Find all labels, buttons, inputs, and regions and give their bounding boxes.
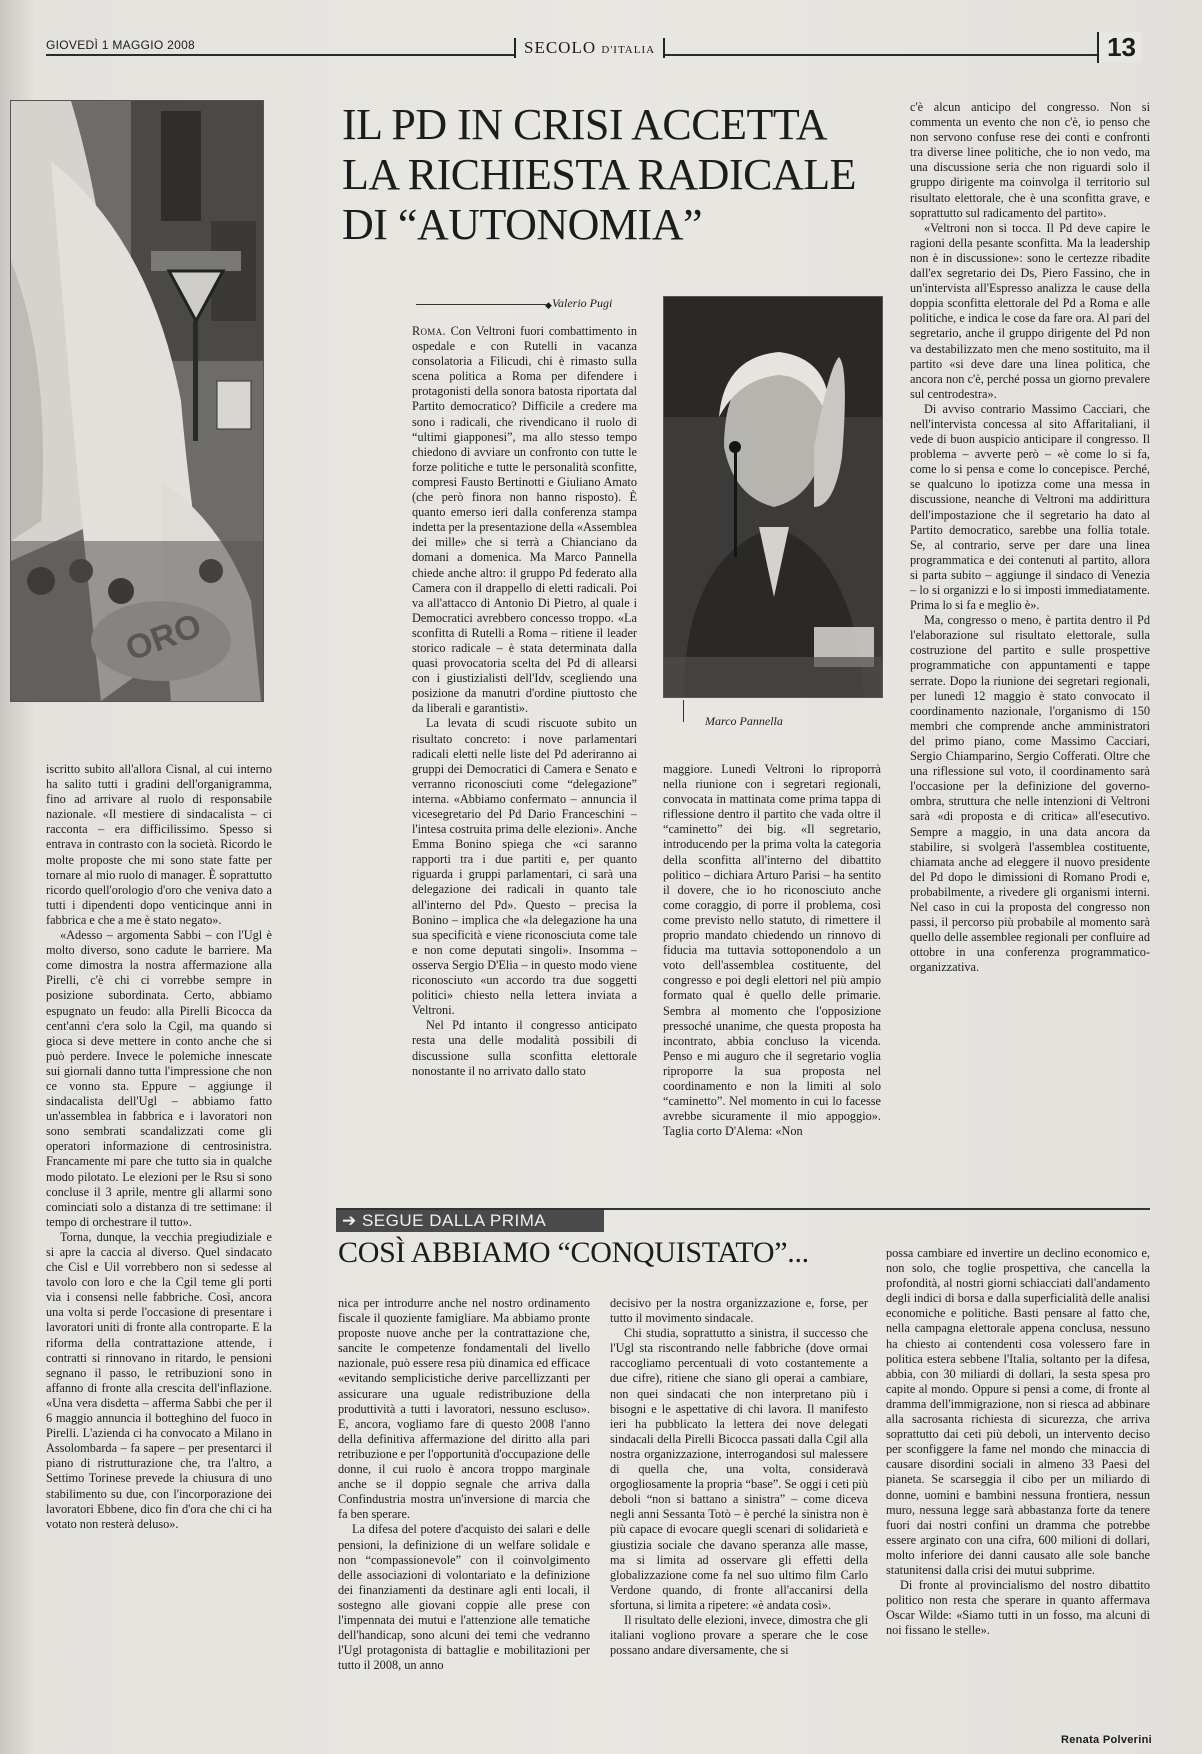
article-paragraph: possa cambiare ed invertire un declino economico e, non solo, che toglie prospettiva, che cancella la profondità, al nostri giorni schiacciati dall'andamento degli indici di borsa e dalla superficialità delle analisi economiche e politiche. Basti pensare al fatto che, nella campagna elettorale appena conclusa, nessuno ha chiesto ai contendenti cosa volessero fare in politica estera sebbene l'Italia, soltanto per la difesa, abbia, con 30 miliardi di dollari, la sesta spesa pro capite al mondo. Oppure si pensi a come, di fronte al dramma dell'immigrazione, non si riesca ad abbinare alla sacrosanta richiesta di sicurezza, che arriva soprattutto dai ceti più deboli, un intervento deciso per sconfiggere la fame nel mondo che minaccia di causare disordini sociali in almeno 33 Paesi del pianeta. Se scarseggia il cibo per un miliardo di donne, uomini e bambini nessuna frontiera, nessun muro, nessuna legge sarà abbastanza forte da tenere fuori dai nostri confini un dramma che potrebbe essere arginato con una cifra, 600 milioni di dollari, molto inferiore dei danni causato alle sole banche statunitensi dalla crisi dei mutui subprime. bbox=[886, 1246, 1150, 1577]
article2-column-2 bbox=[610, 1296, 868, 1736]
rally-photo bbox=[10, 100, 264, 702]
article-paragraph: Torna, dunque, la vecchia pregiudiziale e si apre la caccia al diverso. Quel sindacato che Cisl e Uil vorrebbero non si sedesse al tavolo con loro e che la Cgil teme gli porti via i consensi nelle fabbriche. Così, ancora una volta si perde l'occasione di presentare i lavoratori uniti di fronte alla controparte. E la riforma della contrattazione attende, i contratti si rinnovano in ritardo, le pensioni segnano il passo, le retribuzioni sono in affanno di fronte alla crescita dell'inflazione. «Una vera disdetta – afferma Sabbi che per il 6 maggio annuncia il botteghino del fuoco in Pirelli. L'azienda ci ha convocato a Milano in Assolombarda – fa sapere – per presentarci il piano di ristrutturazione che, tra l'altro, a Settimo Torinese prevede la chiusura di uno stabilimento su due, con l'incorporazione dei lavoratori Ebbene, dico fin d'ora che chi ci ha votato non resterà deluso». bbox=[46, 1229, 272, 1531]
page-number: 13 bbox=[1097, 32, 1142, 63]
article-paragraph: «Adesso – argomenta Sabbi – con l'Ugl è molto diverso, sono cadute le barriere. Ma come dimostra la nostra affermazione alla Pirelli, c'è chi ci vorrebbe sempre in posizione subordinata. Certo, abbiamo espugnato un feudo: alla Pirelli Bicocca da cent'anni c'era solo la Cgil, ma quando si gioca si deve mettere in conto anche che si può perdere. Invece le polemiche innescate sui giornali danno tutta l'impressione che non ce vonno sta. Eppure – aggiunge il sindacalista dell'Ugl – abbiamo fatto un'assemblea in fabbrica e i lavoratori non sono sembrati scandalizzati come gli operatori informazione di centrosinistra. Francamente mi pare che tutto sia in qualche modo pilotato. Le elezioni per le Rsu si sono concluse il 3 aprile, mentre gli allarmi sono cominciati solo a distanza di tre settimane: il tempo di orchestrare il tutto». bbox=[46, 928, 272, 1229]
photo-caption: Marco Pannella bbox=[705, 714, 783, 728]
byline: Valerio Pugi bbox=[552, 296, 613, 310]
masthead-suffix: D'ITALIA bbox=[601, 44, 656, 56]
byline-rule bbox=[416, 304, 546, 305]
page-header bbox=[46, 34, 1142, 74]
article-column-2 bbox=[663, 762, 881, 1206]
article-paragraph: c'è alcun anticipo del congresso. Non si commenta un evento che non c'è, io penso che non servono confuse rese dei conti e confronti tra diverse linee politiche, che io non vedo, ma una discussione seria che non riguardi solo il gruppo dirigente ma coinvolga il territorio sul risultato elettorale, che è una sconfitta grave, e soprattutto sul radicamento del partito». bbox=[910, 100, 1150, 220]
article-paragraph: iscritto subito all'allora Cisnal, al cui interno ha salito tutti i gradini dell'organigramma, fino ad arrivare al ruolo di responsabile nazionale. «Il mestiere di sindacalista – ci racconta – era difficilissimo. Spesso si entrava in contrasto con la società. Ricordo le molte proposte che mi sono state fatte per tornare al mio ruolo di manager. È soprattutto ricordo quell'orologio d'oro che veniva dato a tutti i dipendenti dopo venticinque anni in fabbrica e che a me è stato negato». bbox=[46, 762, 272, 927]
article-column-1 bbox=[412, 324, 637, 1206]
author-signature: Renata Polverini bbox=[1061, 1734, 1152, 1746]
article2-column-3 bbox=[886, 1246, 1150, 1732]
issue-date: GIOVEDÌ 1 MAGGIO 2008 bbox=[46, 38, 196, 52]
article-paragraph: Chi studia, soprattutto a sinistra, il successo che l'Ugl sta riscontrando nelle fabbriche (dove ormai raccogliamo percentuali di voto costantemente a due cifre), ritiene che siano gli operai a cambiare, non quei sindacati che non interpretano più i bisogni e le aspettative di chi lavora. Il manifesto ieri ha pubblicato la lettera dei nove delegati sindacali della Pirelli Bicocca passati dalla Cgil alla nostra organizzazione, interrogandosi sul malessere di quella che, una volta, consideravà orgogliosamente la propria “base”. Se oggi i ceti più deboli “non si battano a sinistra” – come diceva negli anni Sessanta Totò – è perché la sinistra non è più capace di evocare quegli scenari di solidarietà e giustizia sociale che davano speranza alle masse, ma si limita ad osservare gli effetti della globalizzazione come fa nel suo ultimo film Carlo Verdone quando, di fronte all'accanirsi della sfortuna, si limita a ripetere: «è andata così». bbox=[610, 1326, 868, 1612]
article-column-3 bbox=[910, 100, 1150, 1206]
article-paragraph: Roma. Con Veltroni fuori combattimento in ospedale e con Rutelli in vacanza consolatoria a Filicudi, chi è rimasto sulla scena politica a Roma per difendere i protagonisti della sonora batosta riportata dal Partito democratico? Difficile a credere ma sono i radicali, che rivendicano il ruolo di “ultimi giapponesi”, ma allo stesso tempo chiedono di avviare un confronto con tutte le forze politiche e tutte le personalità sconfitte, compresi Fausto Bertinotti e Giuliano Amato (che però finora non hanno risposto). È quanto emerso ieri dalla conferenza stampa indetta per la presentazione della «Assemblea dei mille» che si terrà a Chianciano da domani a domenica. Ma Marco Pannella chiede anche altro: il gruppo Pd federato alla Camera con il drappello di eletti radicali. Poi va all'attacco di Antonio Di Pietro, al quale i Democratici avrebbero concesso troppo. «La sconfitta di Rutelli a Roma – ritiene il leader storico radicale – è stata determinata dalla quasi provocatoria scelta del Pd di allearsi con i giustizialisti dell'Idv, scegliendo una posizione da manutri d'ordine piuttosto che da liberali e garantisti». bbox=[412, 324, 637, 716]
article-paragraph: nica per introdurre anche nel nostro ordinamento fiscale il quoziente famigliare. Ma abbiamo pronte proposte nuove anche per la contrattazione che, sancite le competenze fondamentali del livello nazionale, può essere resa più dinamica ed efficace «evitando semplicistiche derive parcellizzanti per assicurare una uguale redistribuzione della produttività a tutti i lavoratori, nessuno escluso». E, ancora, vogliamo fare di questo 2008 l'anno della definitiva affermazione del diritto alla pari retribuzione e per l'opportunità d'occupazione delle donne, il cui ruolo è ancora troppo marginale anche se il doppio segnale che arriva dalla Confindustria mostra un'inversione di marcia che fa ben sperare. bbox=[338, 1296, 590, 1522]
article-paragraph: La difesa del potere d'acquisto dei salari e delle pensioni, la definizione di un welfare solidale e non “compassionevole” con il coinvolgimento delle associazioni di volontariato e la definizione dei finanziamenti da destinare agli enti locali, il sostegno alle giovani coppie alle prese con l'impennata dei mutui e l'attenzione alle tematiche dell'handicap, sono alcuni dei temi che vedranno l'Ugl protagonista di battaglie e mobilitazioni per tutto il 2008, un anno bbox=[338, 1522, 590, 1673]
article-headline: IL PD IN CRISI ACCETTA LA RICHIESTA RADICALE DI “AUTONOMIA” bbox=[342, 100, 856, 249]
article-paragraph: maggiore. Lunedì Veltroni lo riproporrà nella riunione con i segretari regionali, convocata in mattinata come prima tappa di riflessione dentro il partito che vada oltre il “caminetto” dei big. «Il segretario, introducendo per la prima volta la categoria della sconfitta all'interno del dibattito politico – dichiara Arturo Parisi – ha sentito il dovere, che io ho riconosciuto anche come coraggio, di porre il problema, così come previsto nello statuto, di rimettere il proprio mandato chiedendo un rinnovo di fiducia ma tuttavia sottoponendolo a un voto dell'assemblea costituente, del congresso e poi degli elettori nel più ampio formato qual è quello delle primarie. Sembra al momento che l'opposizione pressoché unanime, che questa proposta ha incontrato, abbia concluso la vicenda. Penso e mi auguro che il segretario voglia riproporre la sua proposta nel coordinamento e non la limiti al solo “caminetto”. Nel momento in cui lo facesse avrebbe sicuramente il mio appoggio». Tagliа corto D'Alema: «Non bbox=[663, 762, 881, 1139]
dateline: Roma. bbox=[412, 324, 446, 338]
section-kicker: ➔ SEGUE DALLA PRIMA bbox=[336, 1210, 604, 1232]
byline-diamond-icon: ◆ bbox=[545, 300, 552, 310]
article-paragraph: Ma, congresso o meno, è partita dentro il Pd l'elaborazione sul risultato elettorale, sulla costruzione del partito e sulle prospettive programmatiche con appuntamenti e tappe serrate. Dopo la riunione dei segretari regionali, per lunedì 12 maggio è stato convocato il coordinamento nazionale, l'organismo di 150 membri che comprende anche amministratori del primo piano, come Massimo Cacciari, Sergio Chiamparino, Sergio Cofferati. Oltre che una riflessione sul voto, il coordinamento sarà l'occasione per la definizione del governo-ombra, struttura che nelle intenzioni di Veltroni sarà «di proposta e di critica» all'esecutivo. Sempre a maggio, in una data ancora da stabilire, si svolgerà l'assemblea costituente, chiamata anche ad eleggere il nuovo presidente del Pd dopo le dimissioni di Romano Prodi e, probabilmente, a rivedere gli organismi interni. Nel caso in cui la proposta del congresso non passi, il percorso più probabile al momento sarà quello delle assemblee regionali per confluire ad ottobre in una conferenza programmatico-organizzativa. bbox=[910, 613, 1150, 975]
article2-headline: COSÌ ABBIAMO “CONQUISTATO”... bbox=[338, 1236, 809, 1269]
article-paragraph: Di avviso contrario Massimo Cacciari, che nell'intervista concessa al sito Affaritaliani, il vede di buon auspicio anticipare il congresso. Il problema – avverte però – «è come lo si fa, come lo si pensa e come lo concepisce. Perché, se qualcuno lo ipotizza come una messa in discussione, neanche di Veltroni ma addirittura dell'impostazione che il segretario ha dato al Partito democratico, sarebbe una follia totale. Se, al contrario, serve per dare una linea programmatica e dei contenuti al partito, allora si parta subito – aggiunge il sindaco di Venezia – lo si organizzi e lo si imposti immediatamente. Prima lo si fa e meglio è». bbox=[910, 401, 1150, 613]
portrait-image bbox=[664, 297, 882, 697]
article-paragraph: Il risultato delle elezioni, invece, dimostra che gli italiani vogliono provare a sperare che le cose possano andare diversamente, che si bbox=[610, 1612, 868, 1658]
article-paragraph: decisivo per la nostra organizzazione e, forse, per tutto il movimento sindacale. bbox=[610, 1296, 868, 1326]
article-paragraph: «Veltroni non si tocca. Il Pd deve capire le ragioni della pesante sconfitta. Ma la leadership non è in discussione»: sono le certezze ribadite dall'ex segretario dei Ds, Piero Fassino, che in un'intervista all'Espresso analizza le cause della doppia sconfitta elettorale del Pd a Roma e alle politiche, e indica le cose da fare ora. Al pari del segretario, anche il gruppo dirigente del Pd non va destabilizzato men che meno sostituito, ma il partito «si deve dare una linea politica, che ancora non c'è, perché possa un giorno prevalere sul centrodestra». bbox=[910, 220, 1150, 401]
masthead-name: SECOLO bbox=[524, 38, 597, 57]
rally-photo-image bbox=[11, 101, 263, 701]
left-article-column bbox=[46, 762, 272, 1742]
article2-column-1 bbox=[338, 1296, 590, 1736]
article-paragraph: Di fronte al provincialismo del nostro dibattito politico non resta che sperare in quanto affermava Oscar Wilde: «Siamo tutti in un fosso, ma alcuni di noi fissano le stelle». bbox=[886, 1578, 1150, 1638]
article-paragraph: Nel Pd intanto il congresso anticipato resta una delle modalità possibili di discussione sulla sconfitta elettorale nonostante il no arrivato dallo stato bbox=[412, 1018, 637, 1078]
caption-tick bbox=[683, 700, 684, 722]
portrait-photo bbox=[663, 296, 883, 698]
article-paragraph: La levata di scudi riscuote subito un risultato concreto: i nove parlamentari radicali eletti nelle liste del Pd aderiranno ai gruppi dei Democratici di Camera e Senato e verranno riconosciuti come “delegazione” interna. «Abbiamo confermato – annuncia il vicesegretario del Pd Dario Franceschini – l'intesa costruita prima delle elezioni». Anche Emma Bonino spiega che «ci saranno rapporti tra i due partiti e, per quanto riguarda i gruppi parlamentari, ci sarà una delegazione dei radicali in quanto tale all'interno del Pd». Questo – precisa la Bonino – implica che «la delegazione ha una sua specificità e viene riconosciuta come tale e non come deputati singoli». Insomma – osserva Sergio D'Elia – in questo modo viene riconosciuto «un accordo tra due soggetti politici» chiesto nella lettera inviata a Veltroni. bbox=[412, 716, 637, 1018]
newspaper-name bbox=[514, 38, 665, 58]
